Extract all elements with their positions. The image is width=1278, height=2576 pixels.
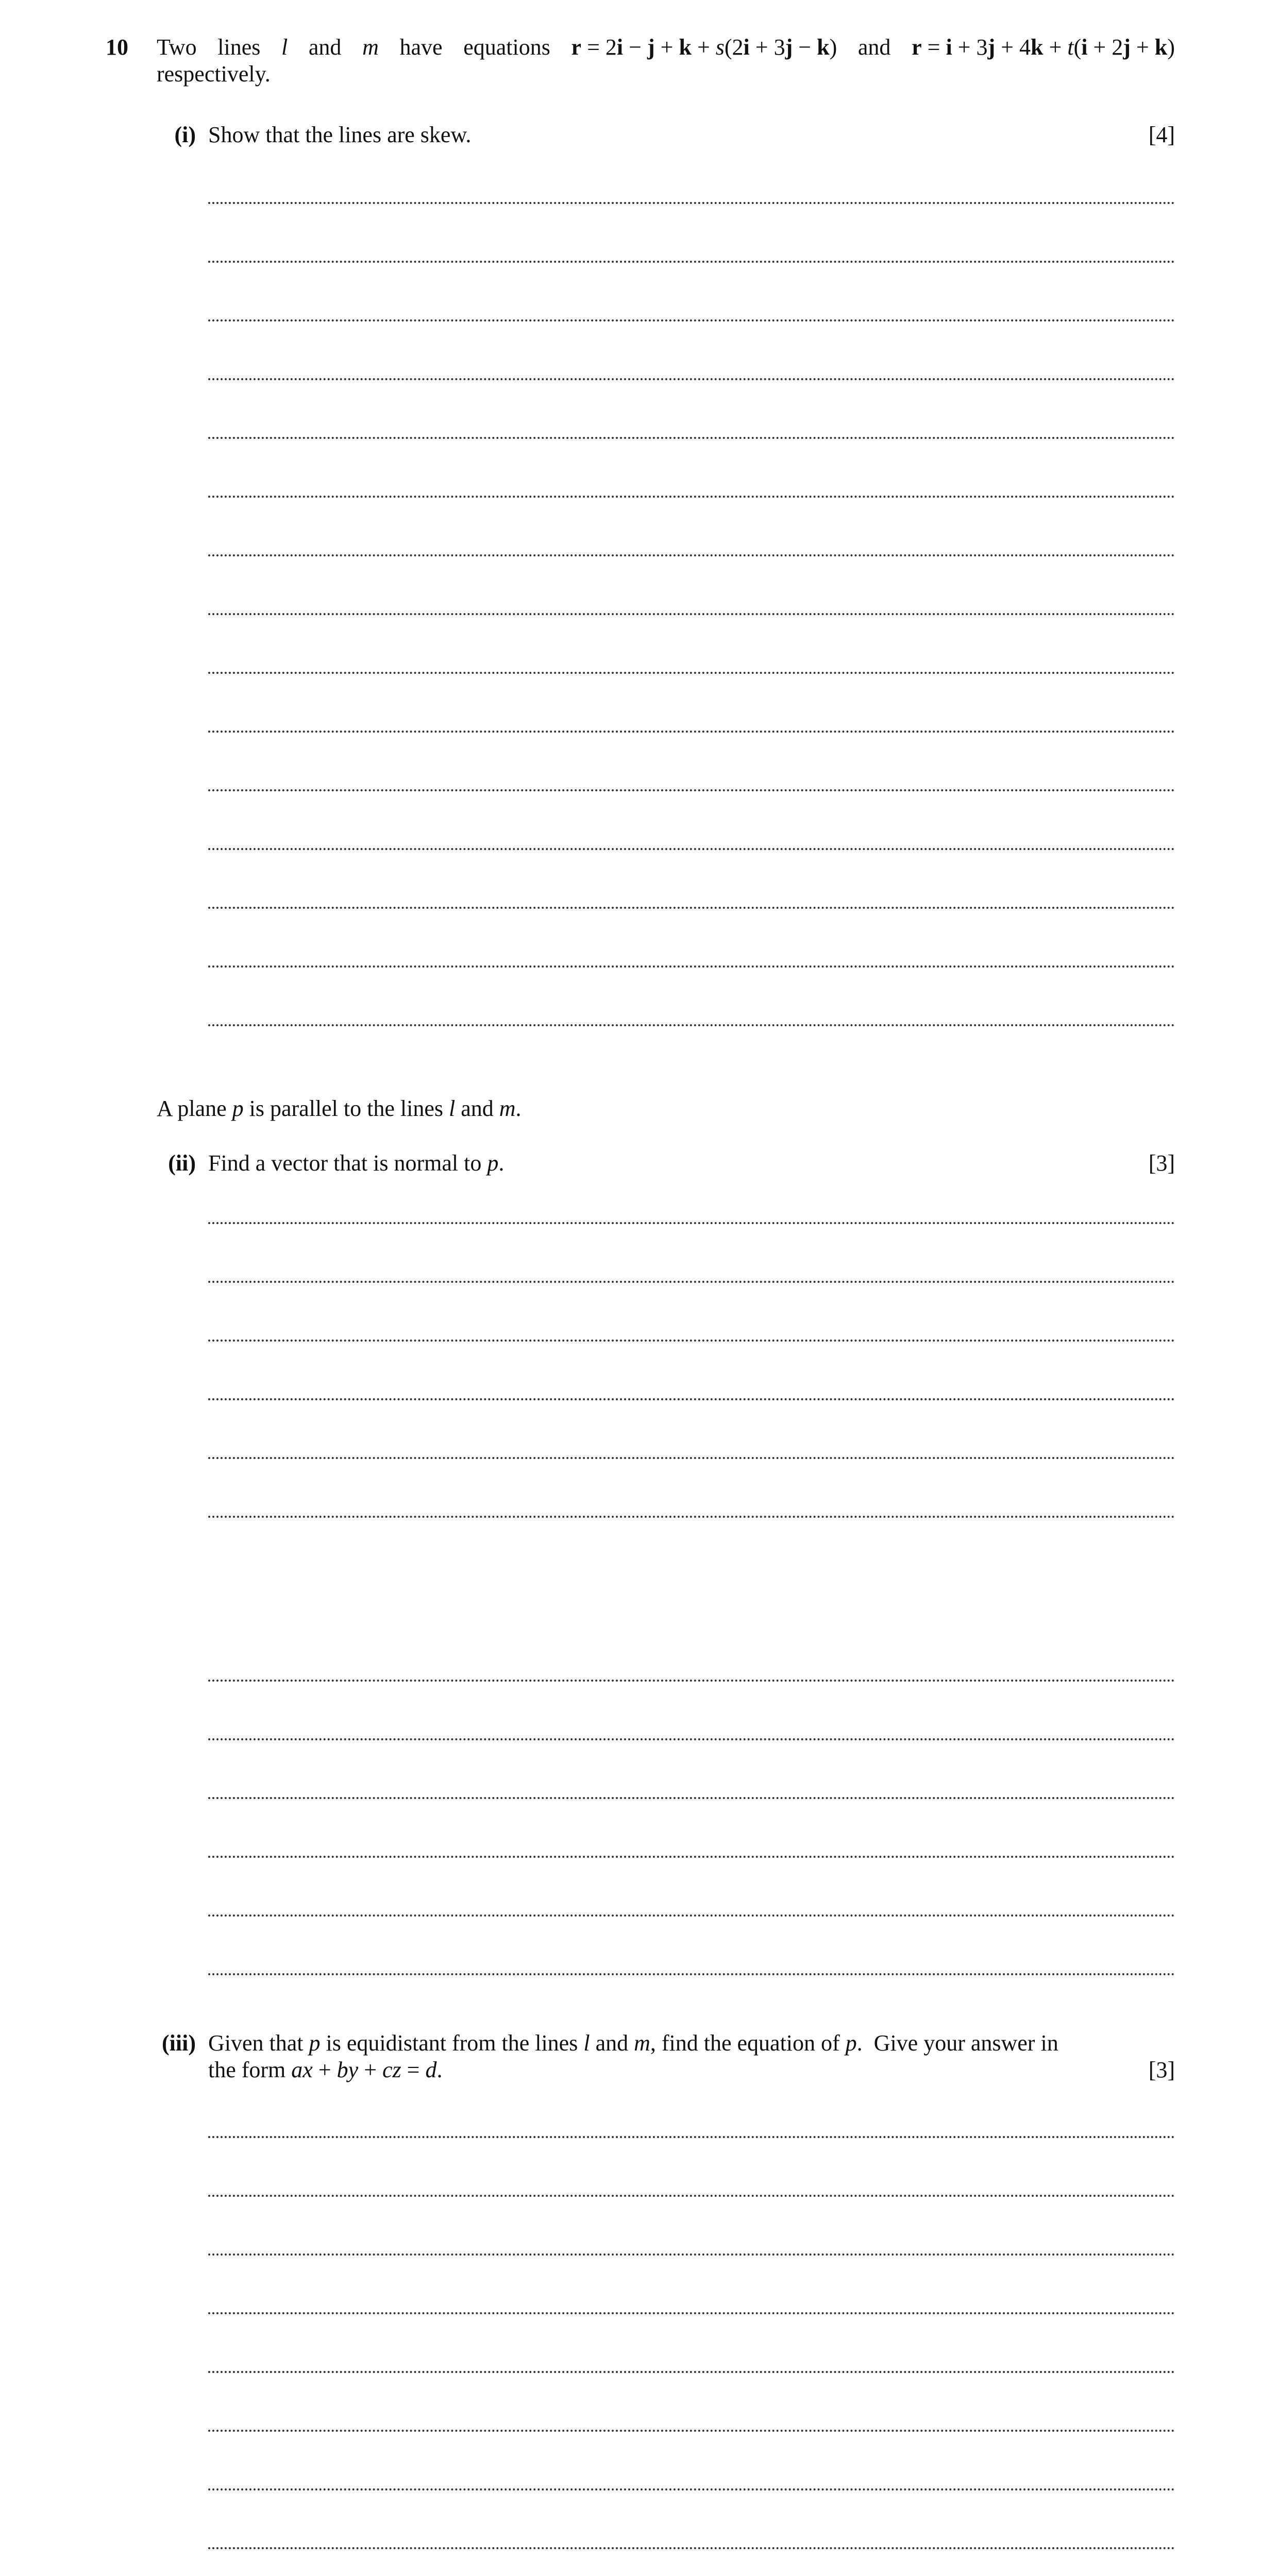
part-i-text: Show that the lines are skew. <box>208 122 472 147</box>
question-stem <box>157 34 1175 88</box>
part-ii-text: Find a vector that is normal to p. <box>208 1150 505 1176</box>
part-iii-line-1: Given that p is equidistant from the lines l and m, find the equation of p. Give your answer in <box>208 2030 1058 2056</box>
answer-line[interactable] <box>208 2430 1175 2432</box>
part-ii-marks: [3] <box>1148 1150 1175 1176</box>
answer-line[interactable] <box>208 848 1175 850</box>
answer-line[interactable] <box>208 1797 1175 1799</box>
part-ii-label: (ii) <box>168 1150 196 1176</box>
part-iii-label: (iii) <box>162 2030 196 2056</box>
answer-line[interactable] <box>208 1340 1175 1342</box>
answer-line[interactable] <box>208 1457 1175 1459</box>
answer-line[interactable] <box>208 1973 1175 1975</box>
answer-line[interactable] <box>208 2253 1175 2256</box>
answer-line[interactable] <box>208 731 1175 733</box>
answer-line[interactable] <box>208 1222 1175 1224</box>
part-iii-line-2: the form ax + by + cz = d. <box>208 2057 443 2082</box>
answer-line[interactable] <box>208 2136 1175 2138</box>
answer-line[interactable] <box>208 965 1175 968</box>
answer-line[interactable] <box>208 202 1175 204</box>
part-i-label: (i) <box>174 122 196 147</box>
answer-line[interactable] <box>208 2547 1175 2549</box>
answer-line[interactable] <box>208 437 1175 439</box>
part-iii-text <box>208 2030 1175 2083</box>
answer-line[interactable] <box>208 1024 1175 1026</box>
answer-line[interactable] <box>208 1738 1175 1740</box>
answer-line[interactable] <box>208 378 1175 380</box>
answer-line[interactable] <box>208 672 1175 674</box>
answer-line[interactable] <box>208 2312 1175 2314</box>
answer-line[interactable] <box>208 1281 1175 1283</box>
part-i-marks: [4] <box>1148 122 1175 147</box>
answer-line[interactable] <box>208 613 1175 615</box>
answer-line[interactable] <box>208 2195 1175 2197</box>
answer-line[interactable] <box>208 1856 1175 1858</box>
answer-line[interactable] <box>208 319 1175 321</box>
answer-line[interactable] <box>208 1680 1175 1682</box>
plane-statement: A plane p is parallel to the lines l and m. <box>157 1096 522 1121</box>
answer-line[interactable] <box>208 789 1175 791</box>
answer-line[interactable] <box>208 2371 1175 2373</box>
part-iii-marks: [3] <box>1148 2057 1175 2082</box>
answer-line[interactable] <box>208 261 1175 263</box>
answer-line[interactable] <box>208 496 1175 498</box>
stem-line-1: Two lines l and m have equations r = 2i − j + k + s(2i + 3j − k) and r = i + 3j + 4k + t(i + 2j + k) <box>157 35 1175 60</box>
answer-line[interactable] <box>208 1398 1175 1400</box>
question-number: 10 <box>106 35 128 60</box>
answer-line[interactable] <box>208 1914 1175 1917</box>
answer-line[interactable] <box>208 554 1175 556</box>
stem-line-2: respectively. <box>157 61 271 87</box>
answer-line[interactable] <box>208 1516 1175 1518</box>
answer-line[interactable] <box>208 907 1175 909</box>
answer-line[interactable] <box>208 2488 1175 2490</box>
